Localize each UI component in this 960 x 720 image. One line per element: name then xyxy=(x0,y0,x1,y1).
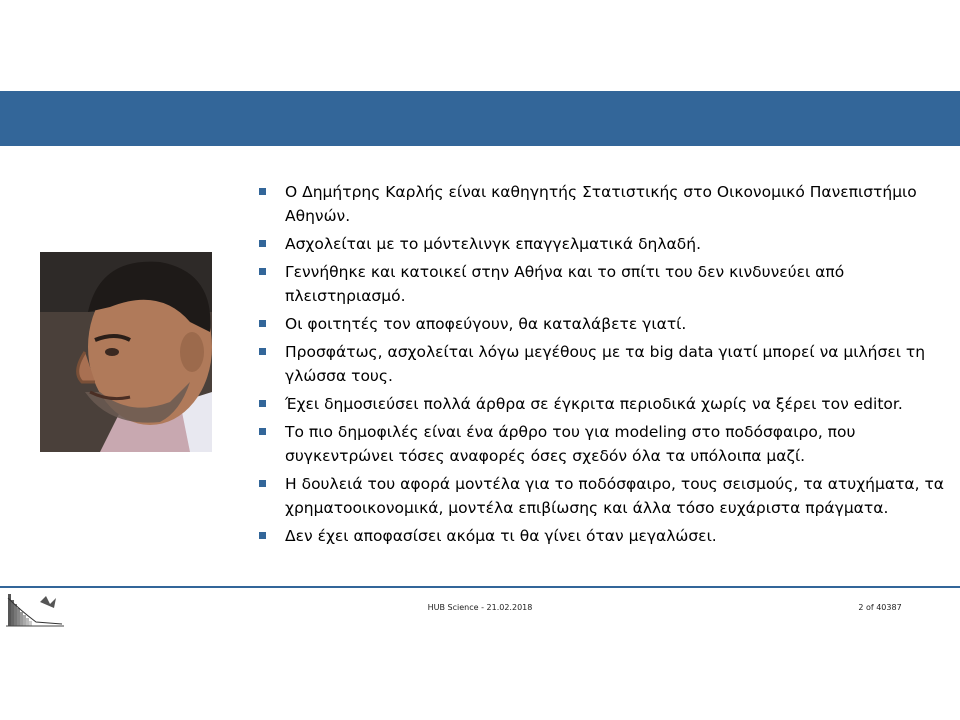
list-item xyxy=(256,232,946,256)
speaker-photo xyxy=(40,252,212,452)
histogram-logo-icon xyxy=(6,590,64,628)
list-item xyxy=(256,392,946,416)
bullet-list xyxy=(256,180,946,552)
bullet-icon xyxy=(259,320,266,327)
page-number: 2 of 40387 xyxy=(858,603,902,612)
bullet-text: Έχει δημοσιεύσει πολλά άρθρα σε έγκριτα περιοδικά χωρίς να ξέρει τον editor. xyxy=(285,395,903,413)
list-item xyxy=(256,340,946,388)
list-item xyxy=(256,312,946,336)
list-item xyxy=(256,472,946,520)
bullet-text: Γεννήθηκε και κατοικεί στην Αθήνα και το σπίτι του δεν κινδυνεύει από πλειστηριασμό. xyxy=(285,263,845,305)
bullet-icon xyxy=(259,532,266,539)
list-item xyxy=(256,420,946,468)
bullet-text: Το πιο δημοφιλές είναι ένα άρθρο του για modeling στο ποδόσφαιρο, που συγκεντρώνει τόσες αναφορές όσες σχεδόν όλα τα υπόλοιπα μαζί. xyxy=(285,423,856,465)
bullet-text: Η δουλειά του αφορά μοντέλα για το ποδόσφαιρο, τους σεισμούς, τα ατυχήματα, τα χρηματοοικονομικά, μοντέλα επιβίωσης και άλλα τόσο ευχάριστα πράγματα. xyxy=(285,475,945,517)
bullet-text: Δεν έχει αποφασίσει ακόμα τι θα γίνει όταν μεγαλώσει. xyxy=(285,527,717,545)
bullet-text: Προσφάτως, ασχολείται λόγω μεγέθους με τα big data γιατί μπορεί να μιλήσει τη γλώσσα τους. xyxy=(285,343,926,385)
title-bar xyxy=(0,91,960,146)
footer-divider xyxy=(0,586,960,588)
bullet-text: Ασχολείται με το μόντελινγκ επαγγελματικά δηλαδή. xyxy=(285,235,702,253)
footer-event: HUB Science - 21.02.2018 xyxy=(427,603,533,612)
bullet-text: Ο Δημήτρης Καρλής είναι καθηγητής Στατιστικής στο Οικονομικό Πανεπιστήμιο Αθηνών. xyxy=(285,183,917,225)
bullet-text: Οι φοιτητές τον αποφεύγουν, θα καταλάβετε γιατί. xyxy=(285,315,687,333)
bullet-icon xyxy=(259,188,266,195)
bullet-icon xyxy=(259,240,266,247)
bullet-icon xyxy=(259,400,266,407)
list-item xyxy=(256,180,946,228)
bullet-icon xyxy=(259,480,266,487)
bullet-icon xyxy=(259,268,266,275)
list-item xyxy=(256,524,946,548)
bullet-icon xyxy=(259,428,266,435)
bullet-icon xyxy=(259,348,266,355)
list-item xyxy=(256,260,946,308)
